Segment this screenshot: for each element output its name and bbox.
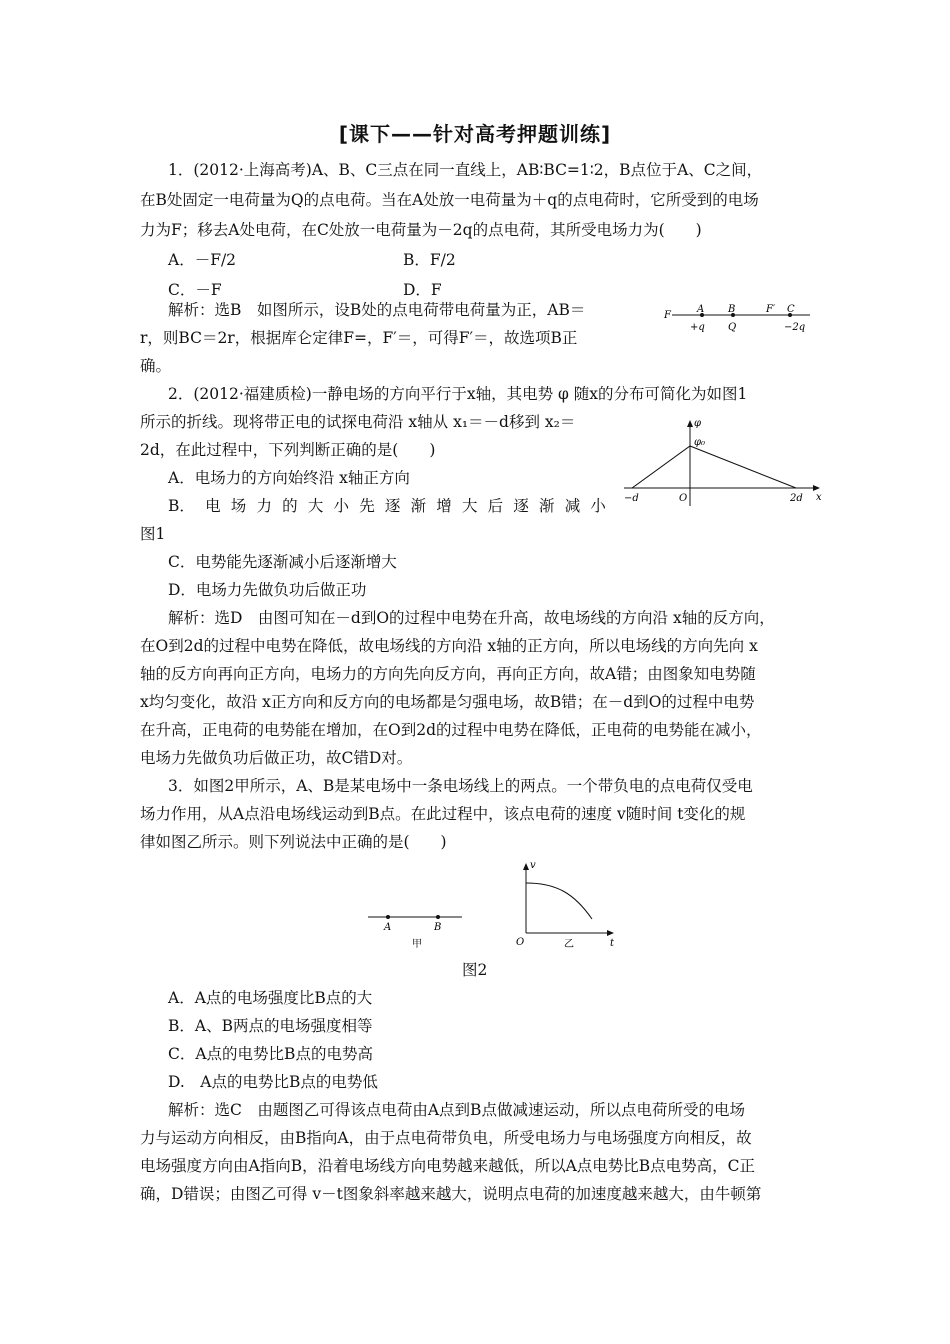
q3-option-a: A．A点的电场强度比B点的大 [168, 989, 373, 1007]
q2-y-arrow [687, 420, 693, 427]
q2-x-arrow [813, 485, 820, 491]
q2-option-a: A．电场力的方向始终沿 x轴正方向 [168, 469, 410, 487]
q3-solution-line-4: 确，D错误；由图乙可得 v－t图象斜率越来越大，说明点电荷的加速度越来越大，由牛顿第 [140, 1185, 762, 1203]
q1-label-plus-q: +q [690, 322, 705, 333]
q3-figure [360, 855, 630, 955]
q2-option-c: C．电势能先逐渐减小后逐渐增大 [168, 553, 397, 571]
q3-figure-caption: 图2 [462, 961, 488, 979]
q1-label-minus-2q: −2q [784, 322, 806, 333]
q3-label-t: t [610, 938, 615, 949]
q2-potential-line [632, 446, 796, 488]
q1-label-b: B [728, 304, 736, 315]
q1-label-q: Q [728, 322, 737, 333]
q1-label-f: F [664, 310, 671, 321]
q2-solution-line-2: 在O到2d的过程中电势在降低，故电场线的方向沿 x轴的正方向，所以电场线的方向先向 x [140, 637, 758, 655]
q2-figure-caption: 图1 [140, 525, 166, 543]
q2-label-phi0: φ₀ [694, 437, 706, 448]
q3-v-arrow [523, 863, 529, 870]
q3-label-b: B [434, 922, 442, 933]
q1-solution-line-1: 解析：选B 如图所示，设B处的点电荷带电荷量为正，AB＝ [168, 301, 586, 319]
q2-figure [620, 410, 830, 510]
q3-option-d: D. A点的电势比B点的电势低 [168, 1073, 378, 1091]
q2-label-origin: O [679, 493, 688, 504]
q2-solution-line-4: x均匀变化，故沿 x正方向和反方向的电场都是匀强电场，故B错；在－d到O的过程中电势 [140, 693, 755, 711]
q2-line-1: 2．(2012·福建质检)一静电场的方向平行于x轴，其电势 φ 随x的分布可简化为如图1 [168, 385, 748, 403]
q3-velocity-curve [526, 883, 592, 919]
q1-line-1: 1．(2012·上海高考)A、B、C三点在同一直线上，AB∶BC=1∶2，B点位于A、C之间， [168, 161, 763, 179]
q3-option-b: B．A、B两点的电场强度相等 [168, 1017, 373, 1035]
q2-solution-line-1: 解析：选D 由图可知在－d到O的过程中电势在升高，故电场线的方向沿 x轴的反方向， [168, 609, 775, 627]
q3-line-3: 律如图乙所示。则下列说法中正确的是( ) [140, 833, 447, 851]
q2-label-phi: φ [694, 418, 702, 429]
q2-label-x: x [816, 492, 822, 503]
q1-option-a: A．－F/2 [168, 251, 237, 269]
q1-option-d: D．F [403, 281, 442, 299]
q2-solution-line-5: 在升高，正电荷的电势能在增加，在O到2d的过程中电势在降低，正电荷的电势能在减小， [140, 721, 762, 739]
q1-solution-line-3: 确。 [140, 357, 172, 375]
q3-label-a: A [384, 922, 392, 933]
q1-label-a: A [697, 304, 705, 315]
q1-option-b: B．F/2 [403, 251, 456, 269]
q1-line-2: 在B处固定一电荷量为Q的点电荷。当在A处放一电荷量为＋q的点电荷时，它所受到的电场 [140, 191, 759, 209]
q3-label-v: v [530, 860, 536, 871]
page-title: [课下——针对高考押题训练] [338, 122, 612, 146]
q3-line-2: 场力作用，从A点沿电场线运动到B点。在此过程中，该点电荷的速度 v随时间 t变化的规 [140, 805, 746, 823]
q1-solution-line-2: r，则BC＝2r，根据库仑定律F=，F′＝，可得F′＝，故选项B正 [140, 329, 578, 347]
q2-line-2: 所示的折线。现将带正电的试探电荷沿 x轴从 x₁＝－d移到 x₂＝ [140, 413, 576, 431]
q1-label-fprime: F′ [766, 304, 776, 315]
q3-t-arrow [607, 930, 614, 936]
q1-line-3: 力为F；移去A处电荷，在C处放一电荷量为－2q的点电荷，其所受电场力为( ) [140, 221, 702, 239]
q1-label-c: C [787, 304, 795, 315]
q2-label-2d: 2d [790, 493, 803, 504]
q3-label-yi: 乙 [564, 939, 574, 950]
q3-solution-line-2: 力与运动方向相反，由B指向A，由于点电荷带负电，所受电场力与电场强度方向相反，故 [140, 1129, 752, 1147]
q2-solution-line-3: 轴的反方向再向正方向，电场力的方向先向反方向，再向正方向，故A错；由图象知电势随 [140, 665, 756, 683]
q3-point-a [386, 915, 390, 919]
q2-option-d: D．电场力先做负功后做正功 [168, 581, 367, 599]
q3-solution-line-1: 解析：选C 由题图乙可得该点电荷由A点到B点做减速运动，所以点电荷所受的电场 [168, 1101, 745, 1119]
q2-option-b: B． 电 场 力 的 大 小 先 逐 渐 增 大 后 逐 渐 减 小 [168, 497, 606, 515]
q3-solution-line-3: 电场强度方向由A指向B，沿着电场线方向电势越来越低，所以A点电势比B点电势高，C正 [140, 1157, 756, 1175]
q3-line-1: 3．如图2甲所示，A、B是某电场中一条电场线上的两点。一个带负电的点电荷仅受电 [168, 777, 753, 795]
q3-label-origin: O [516, 937, 525, 948]
q3-option-c: C．A点的电势比B点的电势高 [168, 1045, 373, 1063]
q3-label-jia: 甲 [412, 939, 422, 950]
q2-solution-line-6: 电场力先做负功后做正功，故C错D对。 [140, 749, 413, 767]
q2-label-minus-d: −d [624, 493, 639, 504]
q1-option-c: C．－F [168, 281, 222, 299]
q1-figure [660, 300, 820, 340]
q2-line-3: 2d，在此过程中，下列判断正确的是( ) [140, 441, 436, 459]
q3-point-b [436, 915, 440, 919]
